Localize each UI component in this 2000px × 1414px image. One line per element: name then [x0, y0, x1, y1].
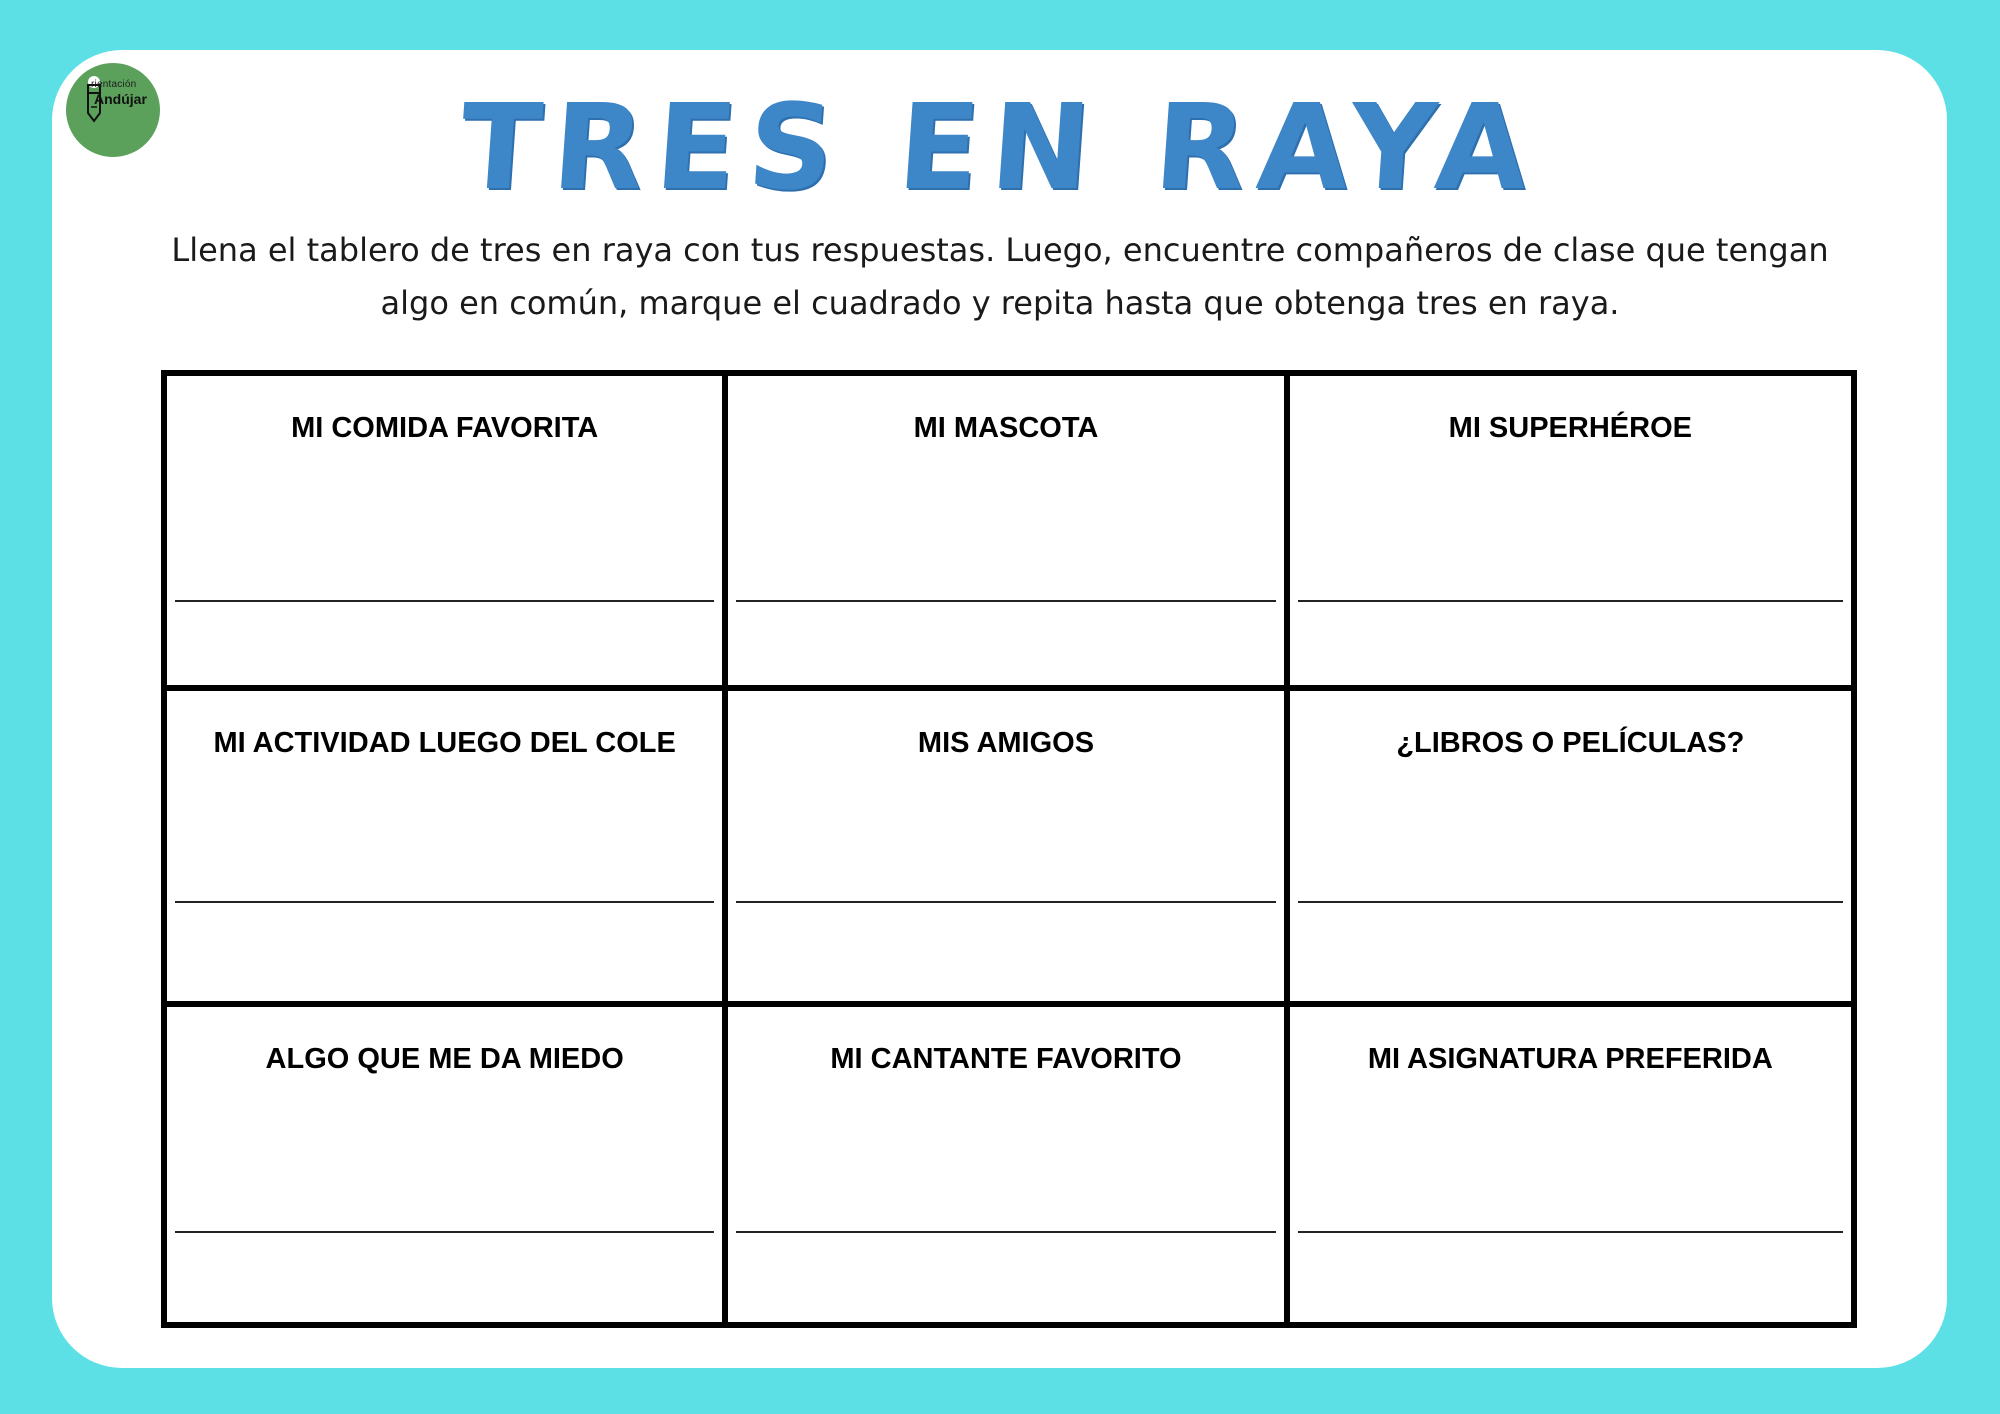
cell-label: ¿LIBROS O PELÍCULAS?	[1396, 727, 1745, 760]
cell-label: MIS AMIGOS	[917, 727, 1095, 760]
cell-label: MI COMIDA FAVORITA	[291, 412, 599, 444]
answer-line[interactable]	[1298, 901, 1843, 903]
logo-text-top: rientación	[91, 79, 137, 90]
board-cell[interactable]	[167, 376, 728, 691]
cell-label: MI ASIGNATURA PREFERIDA	[1367, 1042, 1773, 1075]
board-cell[interactable]	[1290, 376, 1851, 691]
tic-tac-toe-board	[161, 370, 1857, 1328]
answer-line[interactable]	[736, 901, 1275, 903]
answer-line[interactable]	[175, 1231, 714, 1233]
logo-text-bottom: Andújar	[94, 91, 147, 107]
instructions-line-2: algo en común, marque el cuadrado y repita hasta que obtenga tres en raya.	[380, 284, 1620, 322]
instructions	[160, 224, 1840, 330]
board-cell[interactable]	[728, 1007, 1289, 1322]
answer-line[interactable]	[736, 600, 1275, 602]
cell-label: MI CANTANTE FAVORITO	[830, 1042, 1182, 1075]
cell-label: MI SUPERHÉROE	[1448, 412, 1692, 444]
board-cell[interactable]	[167, 691, 728, 1006]
board-cell[interactable]	[728, 691, 1289, 1006]
board-cell[interactable]	[167, 1007, 728, 1322]
board-cell[interactable]	[728, 376, 1289, 691]
page-title: TRES EN RAYA	[455, 78, 1545, 216]
cell-label: MI MASCOTA	[913, 412, 1099, 444]
answer-line[interactable]	[736, 1231, 1275, 1233]
answer-line[interactable]	[175, 901, 714, 903]
cell-label: MI ACTIVIDAD LUEGO DEL COLE	[213, 727, 676, 760]
answer-line[interactable]	[175, 600, 714, 602]
instructions-line-1: Llena el tablero de tres en raya con tus respuestas. Luego, encuentre compañeros de clase que tengan	[171, 231, 1829, 269]
board-cell[interactable]	[1290, 691, 1851, 1006]
cell-label: ALGO QUE ME DA MIEDO	[265, 1042, 624, 1075]
answer-line[interactable]	[1298, 600, 1843, 602]
answer-line[interactable]	[1298, 1231, 1843, 1233]
board-cell[interactable]	[1290, 1007, 1851, 1322]
